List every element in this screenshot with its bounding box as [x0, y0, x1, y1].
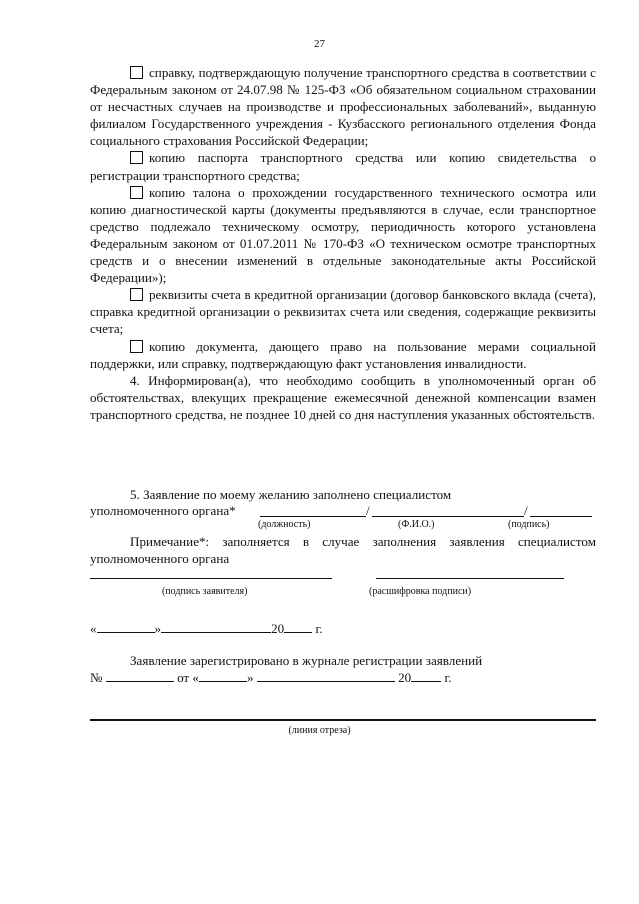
- item-text: копию документа, дающего право на пользование мерами социальной поддержки, или справку, подтверждающую факт установления инвалидности.: [90, 338, 596, 371]
- reg-quote-close: »: [246, 670, 254, 685]
- caption-decoding: (расшифровка подписи): [369, 586, 472, 597]
- reg-year-prefix: 20: [398, 670, 412, 685]
- reg-suffix: г.: [444, 670, 452, 685]
- item-text: копию паспорта транспортного средства или копию свидетельства о регистрации транспортного средства;: [90, 150, 596, 183]
- item-text: справку, подтверждающую получение транспортного средства в соответствии с Федеральным законом от 24.07.98 № 125-ФЗ «Об обязательном социальном страховании от несчастных случаев на производстве и профессиональных заболеваний», выданную филиалом Государственного учреждения - Кузбасского регионального отделения Фонда социального страхования Российской Федерации;: [90, 65, 596, 149]
- item-text: реквизиты счета в кредитной организации (договор банковского вклада (счета), справка кредитной организации о реквизитах счета или сведения, содержащие реквизиты счета;: [90, 287, 596, 337]
- note: Примечание*: заполняется в случае заполнения заявления специалистом уполномоченного органа: [90, 534, 596, 566]
- date-quote-close: »: [154, 621, 162, 636]
- applicant-signature-line[interactable]: [90, 578, 332, 579]
- reg-day-field[interactable]: [199, 669, 247, 682]
- item-text: копию талона о прохождении государственного технического осмотра или копию диагностической карты (документы предъявляются в случае, если транспортное средство подлежало техническому осмотру, периодичность которого установлена Федеральным законом от 01.07.2011 № 170-ФЗ «О техническом осмотре транспортных средств и о внесении изменений в отдельные законодательные акты Российской Федерации»);: [90, 184, 596, 286]
- document-body: [90, 64, 596, 423]
- slash: /: [366, 503, 370, 518]
- list-item: [90, 64, 596, 149]
- date-quote-open: «: [90, 621, 97, 636]
- paragraph-4: 4. Информирован(а), что необходимо сообщить в уполномоченный орган об обстоятельствах, влекущих прекращение ежемесячной денежной компенсации взамен транспортного средства, не позднее 10 дней со дня наступления указанных обстоятельств.: [90, 372, 596, 422]
- date-year-prefix: 20: [271, 621, 285, 636]
- date-line: [90, 620, 323, 637]
- date-suffix: г.: [315, 621, 323, 636]
- date-month-field[interactable]: [161, 620, 271, 633]
- paragraph-5: 5. Заявление по моему желанию заполнено специалистом: [130, 487, 452, 502]
- cut-line: [90, 719, 596, 721]
- date-day-field[interactable]: [97, 620, 155, 633]
- checkbox[interactable]: [130, 186, 143, 199]
- date-year-field[interactable]: [284, 620, 312, 633]
- caption-position: (должность): [258, 519, 311, 530]
- reg-number-sign: №: [90, 670, 103, 685]
- checkbox[interactable]: [130, 151, 143, 164]
- caption-fio: (Ф.И.О.): [398, 519, 435, 530]
- checkbox[interactable]: [130, 340, 143, 353]
- list-item: [90, 184, 596, 287]
- position-field[interactable]: [260, 516, 366, 517]
- registration-line: [90, 669, 452, 686]
- page-number: 27: [314, 38, 325, 50]
- caption-applicant-signature: (подпись заявителя): [162, 586, 248, 597]
- reg-month-field[interactable]: [257, 669, 395, 682]
- caption-signature: (подпись): [508, 519, 550, 530]
- list-item: [90, 338, 596, 372]
- reg-from: от «: [177, 670, 199, 685]
- list-item: [90, 286, 596, 337]
- fio-field[interactable]: [372, 516, 524, 517]
- paragraph-5-line2: уполномоченного органа*: [90, 503, 236, 518]
- registration-text: Заявление зарегистрировано в журнале регистрации заявлений: [130, 653, 483, 668]
- cut-line-caption: (линия отреза): [288, 725, 351, 736]
- checkbox[interactable]: [130, 66, 143, 79]
- slash: /: [524, 503, 528, 518]
- list-item: [90, 149, 596, 183]
- signature-field[interactable]: [530, 516, 592, 517]
- signature-decoding-line[interactable]: [376, 578, 564, 579]
- checkbox[interactable]: [130, 288, 143, 301]
- reg-number-field[interactable]: [106, 669, 174, 682]
- reg-year-field[interactable]: [411, 669, 441, 682]
